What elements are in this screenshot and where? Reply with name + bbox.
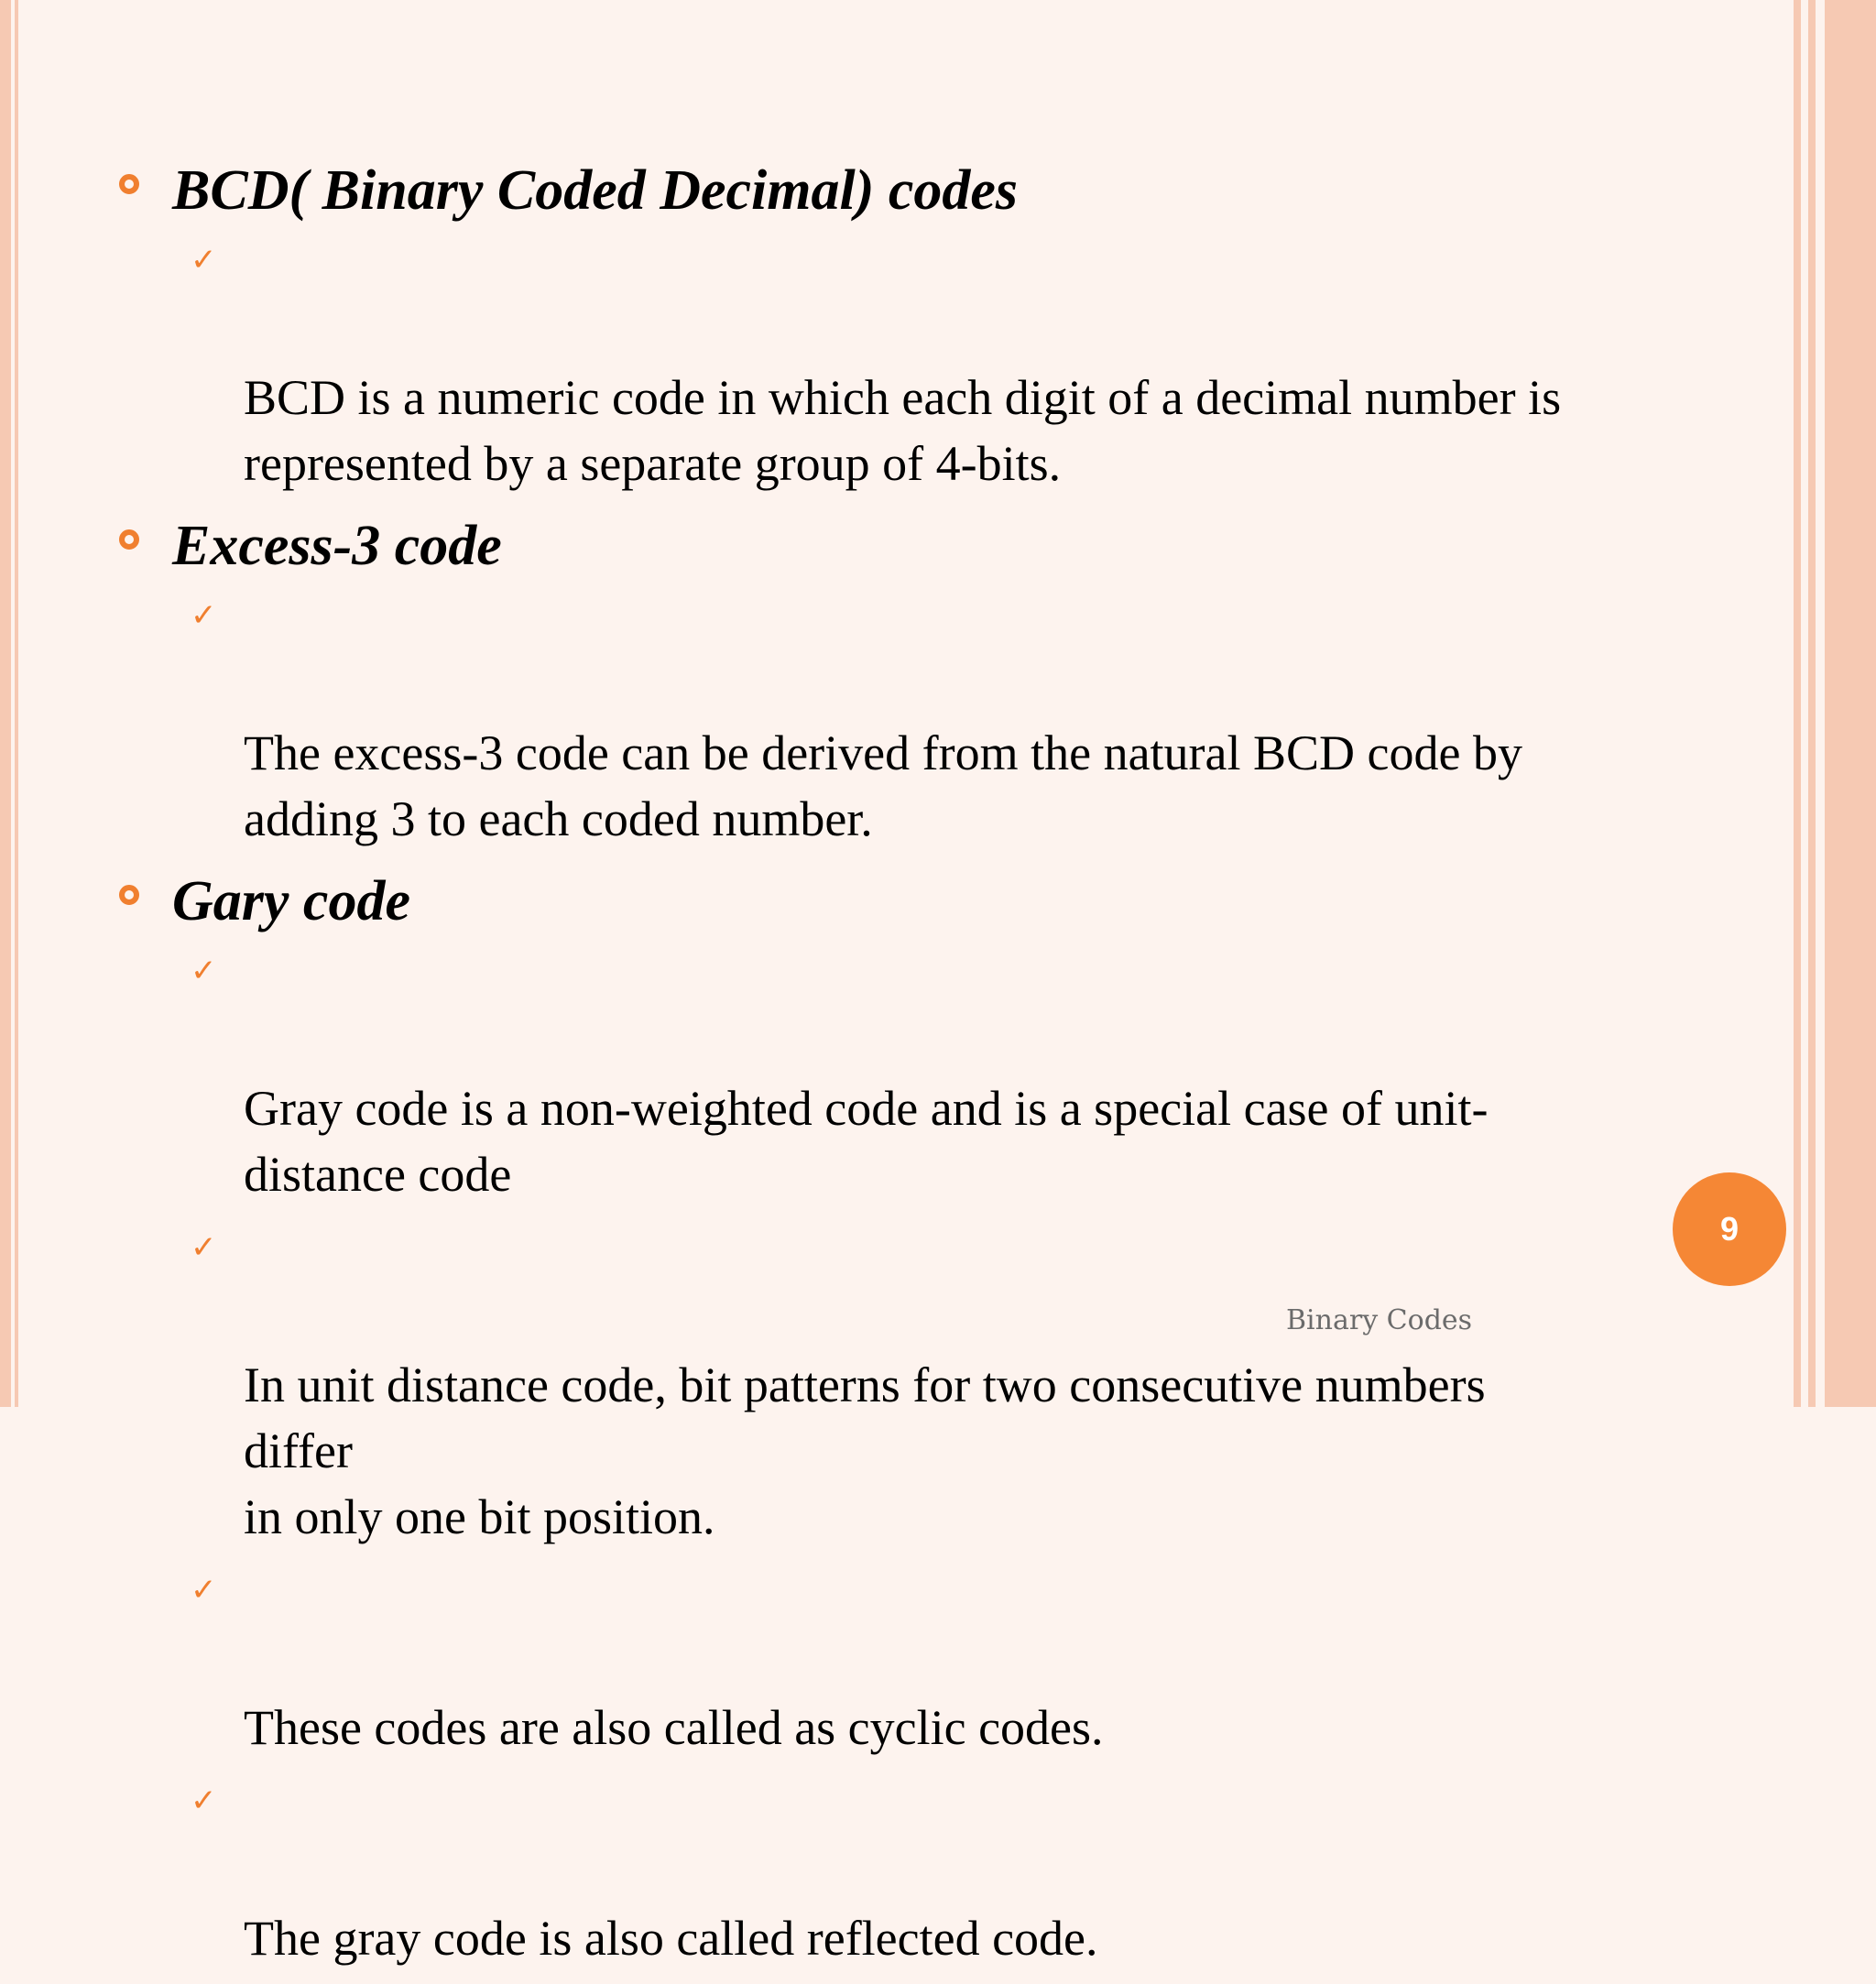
page-number-badge: 9: [1673, 1172, 1786, 1286]
check-mark-icon: ✓: [191, 1782, 217, 1819]
slide-content: [119, 154, 1768, 1984]
ring-bullet-icon: [119, 529, 139, 550]
heading-text: BCD( Binary Coded Decimal) codes: [172, 159, 1019, 222]
footer-text: Binary Codes: [1286, 1304, 1473, 1336]
bullet-point: [119, 1773, 1768, 1971]
left-border-thin-stripe: [15, 0, 18, 1407]
heading-text: Gary code: [172, 870, 410, 932]
bullet-point: [119, 1563, 1768, 1761]
section-heading-bcd: [119, 154, 1768, 227]
check-mark-icon: ✓: [191, 1572, 217, 1608]
ring-bullet-icon: [119, 885, 139, 905]
bullet-text: These codes are also called as cyclic codes.: [244, 1700, 1104, 1755]
bullet-point: [119, 1220, 1768, 1550]
check-mark-icon: ✓: [191, 242, 217, 278]
bullet-point: [119, 233, 1768, 496]
check-mark-icon: ✓: [191, 597, 217, 634]
bullet-point: [119, 588, 1768, 852]
right-border-stripe: [1825, 0, 1876, 1407]
right-border-thin-stripe: [1794, 0, 1801, 1407]
bullet-text: The gray code is also called reflected code.: [244, 1911, 1098, 1966]
bullet-text: BCD is a numeric code in which each digit of a decimal number is represented by a separate group of 4-bits.: [244, 370, 1562, 491]
check-mark-icon: ✓: [191, 953, 217, 989]
bullet-text: In unit distance code, bit patterns for two consecutive numbers differ in only one bit position.: [244, 1357, 1486, 1544]
bullet-text: Gray code is a non-weighted code and is a special case of unit- distance code: [244, 1081, 1489, 1202]
bullet-point: [119, 943, 1768, 1207]
right-border-thin-stripe-2: [1808, 0, 1816, 1407]
check-mark-icon: ✓: [191, 1229, 217, 1266]
left-border-stripe: [0, 0, 11, 1407]
heading-text: Excess-3 code: [172, 515, 502, 577]
section-heading-excess-3: [119, 509, 1768, 583]
bullet-text: The excess-3 code can be derived from the natural BCD code by adding 3 to each coded number.: [244, 725, 1522, 846]
section-heading-gray-code: [119, 865, 1768, 938]
ring-bullet-icon: [119, 174, 139, 194]
